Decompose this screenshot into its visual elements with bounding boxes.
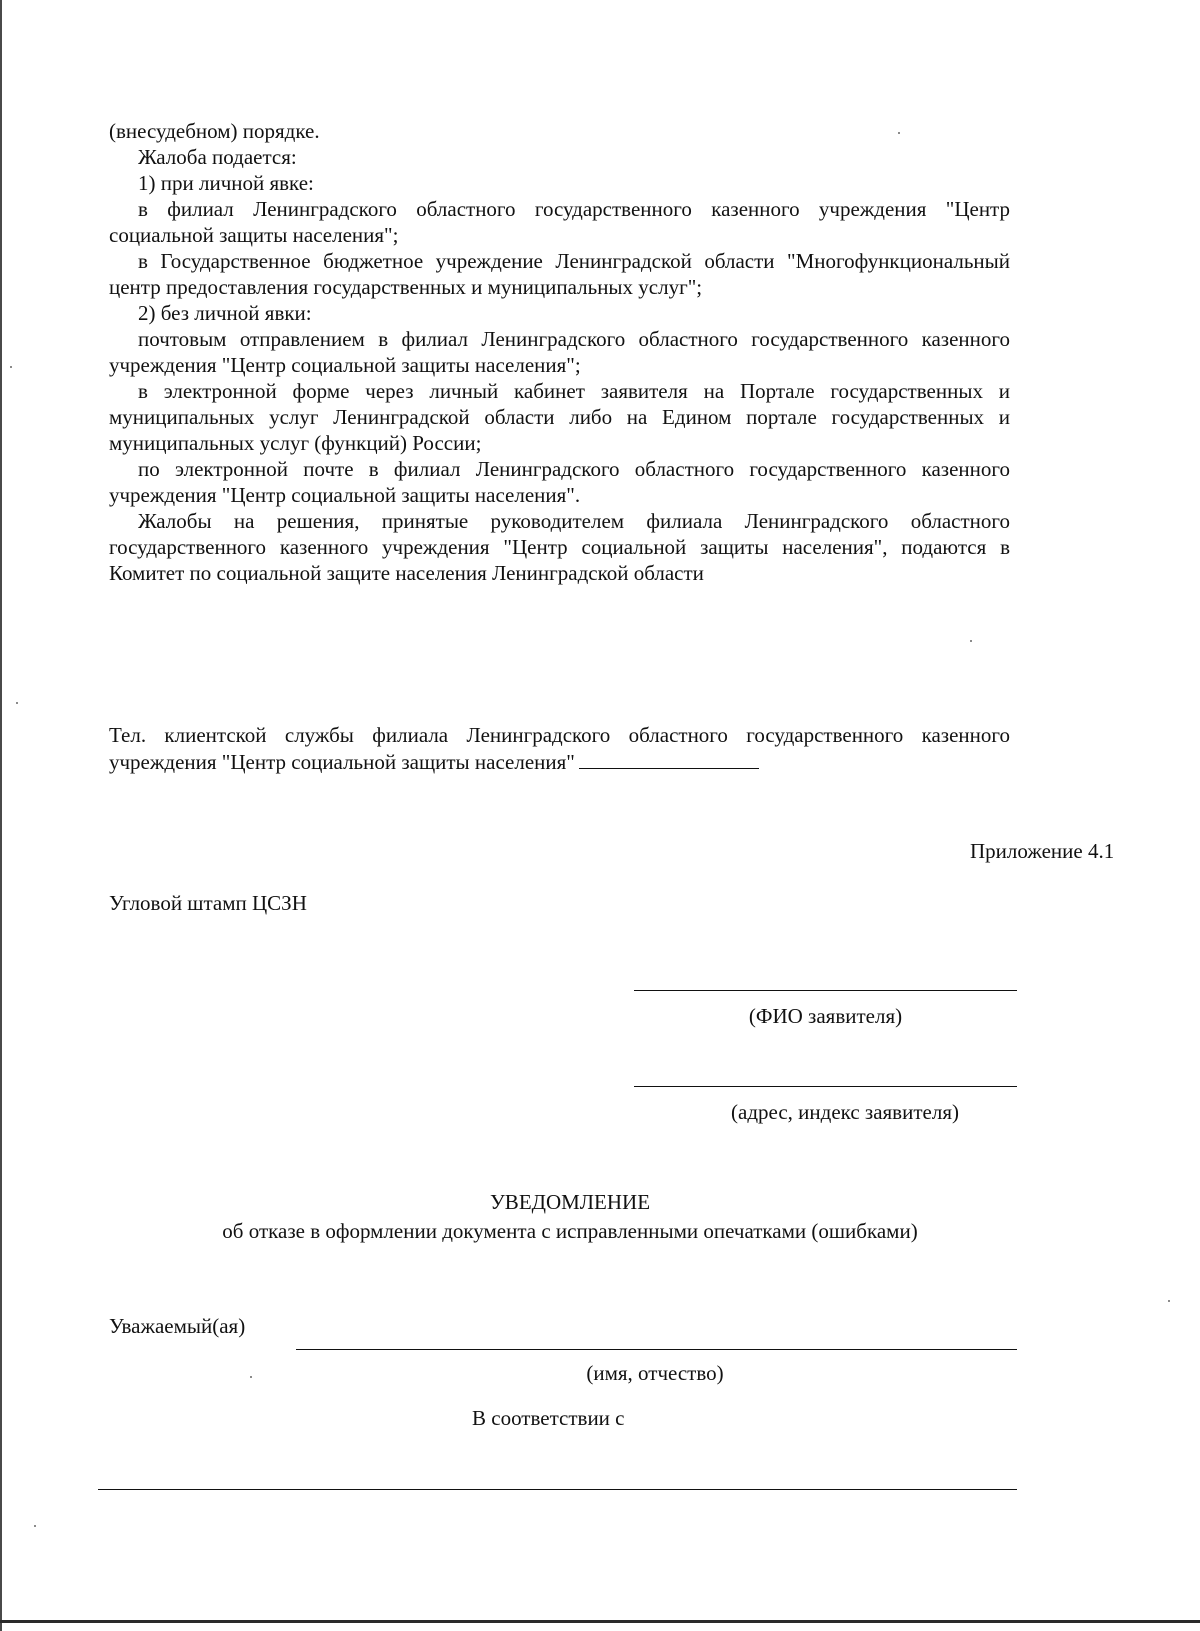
phone-line-text	[109, 722, 1010, 775]
corner-stamp-label: Угловой штамп ЦСЗН	[109, 891, 307, 915]
salutation-caption: (имя, отчество)	[586, 1361, 724, 1385]
paragraph-in-person: 1) при личной явке:	[138, 171, 314, 195]
scan-bottom-edge	[0, 1620, 1200, 1623]
paragraph-electronic-portal: в электронной форме через личный кабинет заявителя на Портале государственных и муниципальных услуг Ленинградской области либо на Едином портале государственных и муниципальных услуг (функций) России;	[109, 379, 1010, 455]
phone-line-label: Тел. клиентской службы филиала Ленинградского областного государственного казенного учреждения "Центр социальной защиты населения"	[109, 723, 1010, 774]
paragraph-out-of-court: (внесудебном) порядке.	[109, 119, 320, 143]
scan-speck	[250, 1376, 252, 1378]
salutation-name-line	[296, 1349, 1017, 1350]
accordance-label: В соответствии с	[472, 1406, 625, 1430]
paragraph-committee: Жалобы на решения, принятые руководителем филиала Ленинградского областного государственного казенного учреждения "Центр социальной защиты населения", подаются в Комитет по социальной защите населения Ленинградской области	[109, 509, 1010, 585]
scan-speck	[10, 366, 12, 368]
applicant-name-caption: (ФИО заявителя)	[748, 1004, 903, 1028]
applicant-name-line	[634, 990, 1017, 991]
scan-speck	[970, 640, 972, 642]
salutation-label: Уважаемый(ая)	[109, 1314, 246, 1338]
phone-blank-field	[579, 748, 759, 769]
scan-speck	[34, 1525, 36, 1527]
paragraph-branch-office: в филиал Ленинградского областного государственного казенного учреждения "Центр социальной защиты населения";	[109, 197, 1010, 247]
paragraph-mfc: в Государственное бюджетное учреждение Ленинградской области "Многофункциональный центр предоставления государственных и муниципальных услуг";	[109, 249, 1010, 299]
scan-left-edge	[0, 0, 2, 1631]
client-service-phone	[109, 722, 1010, 775]
notice-title: УВЕДОМЛЕНИЕ	[489, 1190, 651, 1214]
applicant-address-line	[634, 1086, 1017, 1087]
paragraph-by-mail: почтовым отправлением в филиал Ленинградского областного государственного казенного учреждения "Центр социальной защиты населения";	[109, 327, 1010, 377]
appendix-label: Приложение 4.1	[970, 839, 1115, 863]
complaint-section	[109, 118, 1010, 586]
accordance-line	[98, 1489, 1017, 1490]
paragraph-email: по электронной почте в филиал Ленинградского областного государственного казенного учреждения "Центр социальной защиты населения".	[109, 457, 1010, 507]
scan-speck	[1168, 1300, 1170, 1302]
applicant-address-caption: (адрес, индекс заявителя)	[731, 1100, 959, 1124]
notice-subtitle: об отказе в оформлении документа с исправленными опечатками (ошибками)	[222, 1219, 918, 1243]
paragraph-not-in-person: 2) без личной явки:	[138, 301, 312, 325]
paragraph-complaint-filed: Жалоба подается:	[138, 145, 297, 169]
scan-speck	[16, 702, 18, 704]
